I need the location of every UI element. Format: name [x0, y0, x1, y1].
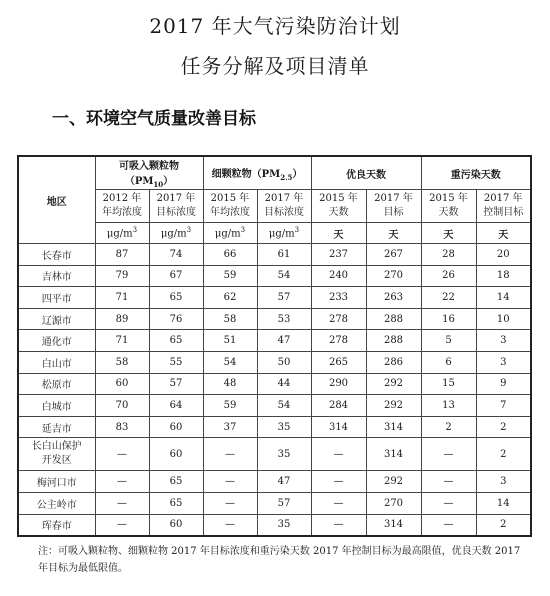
- value-cell: 13: [421, 395, 476, 417]
- column-subheader-line: 目标浓度: [156, 207, 196, 218]
- value-cell: 59: [203, 395, 257, 417]
- region-cell: 珲春市: [18, 514, 95, 536]
- column-subheader-line: 2015 年: [319, 193, 358, 204]
- air-quality-target-table: [17, 155, 532, 537]
- value-cell: 44: [257, 373, 311, 395]
- value-cell: 263: [366, 287, 421, 309]
- column-subheader-line: 2017 年: [483, 193, 523, 204]
- region-cell: 长春市: [18, 244, 95, 266]
- value-cell: 74: [149, 244, 203, 266]
- value-cell: 7: [476, 395, 531, 417]
- value-cell: 54: [203, 351, 257, 373]
- concentration-unit: [95, 223, 149, 244]
- value-cell: 37: [203, 416, 257, 438]
- region-cell: 白城市: [18, 395, 95, 417]
- value-cell: 65: [149, 330, 203, 352]
- value-cell: 314: [311, 416, 366, 438]
- value-cell: 54: [257, 265, 311, 287]
- value-cell: 288: [366, 330, 421, 352]
- column-subheader-line: 2017 年: [264, 193, 304, 204]
- concentration-unit: [149, 223, 203, 244]
- value-cell: 28: [421, 244, 476, 266]
- value-cell: 14: [476, 492, 531, 514]
- column-subheader-line: 2017 年: [156, 193, 196, 204]
- value-cell: 59: [203, 265, 257, 287]
- column-subheader-line: 年均浓度: [102, 207, 142, 218]
- value-cell: —: [203, 492, 257, 514]
- value-cell: 57: [257, 492, 311, 514]
- value-cell: 26: [421, 265, 476, 287]
- value-cell: 292: [366, 395, 421, 417]
- table-row: [18, 330, 531, 352]
- value-cell: 265: [311, 351, 366, 373]
- table-row: [18, 287, 531, 309]
- days-unit: 天: [421, 223, 476, 244]
- value-cell: 15: [421, 373, 476, 395]
- value-cell: 5: [421, 330, 476, 352]
- value-cell: 62: [203, 287, 257, 309]
- table-row: [18, 351, 531, 373]
- value-cell: 35: [257, 514, 311, 536]
- value-cell: 278: [311, 330, 366, 352]
- value-cell: 3: [476, 351, 531, 373]
- region-cell: 长白山保护 开发区: [18, 438, 95, 471]
- region-cell: 公主岭市: [18, 492, 95, 514]
- column-subheader-line: 年均浓度: [210, 207, 250, 218]
- table-row: [18, 438, 531, 471]
- column-subheader-line: 2015 年: [429, 193, 468, 204]
- heavy-pollution-days-group-header: 重污染天数: [421, 156, 531, 190]
- value-cell: 3: [476, 330, 531, 352]
- value-cell: —: [311, 492, 366, 514]
- section-heading: 一、环境空气质量改善目标: [52, 109, 256, 129]
- value-cell: —: [95, 492, 149, 514]
- value-cell: —: [203, 438, 257, 471]
- footnote: 注：可吸入颗粒物、细颗粒物 2017 年目标浓度和重污染天数 2017 年控制目标为最高限值，优良天数 2017 年目标为最低限值。: [38, 546, 521, 574]
- document-title-line2: 任务分解及项目清单: [180, 54, 370, 78]
- pm25-group-header: [203, 156, 311, 190]
- value-cell: —: [311, 438, 366, 471]
- column-subheader: [366, 190, 421, 223]
- region-cell: 通化市: [18, 330, 95, 352]
- value-cell: —: [421, 514, 476, 536]
- value-cell: 71: [95, 330, 149, 352]
- region-column-header: 地区: [18, 156, 95, 244]
- column-subheader: [95, 190, 149, 223]
- table-row: [18, 471, 531, 493]
- value-cell: 58: [203, 308, 257, 330]
- value-cell: 87: [95, 244, 149, 266]
- table-row: [18, 492, 531, 514]
- concentration-unit: [203, 223, 257, 244]
- value-cell: 20: [476, 244, 531, 266]
- value-cell: 314: [366, 438, 421, 471]
- column-subheader: [311, 190, 366, 223]
- value-cell: 6: [421, 351, 476, 373]
- value-cell: 286: [366, 351, 421, 373]
- value-cell: 67: [149, 265, 203, 287]
- value-cell: 48: [203, 373, 257, 395]
- value-cell: 47: [257, 471, 311, 493]
- value-cell: 61: [257, 244, 311, 266]
- column-subheader-line: 2015 年: [210, 193, 250, 204]
- days-unit: 天: [476, 223, 531, 244]
- value-cell: 76: [149, 308, 203, 330]
- column-subheader-line: 天数: [328, 207, 349, 218]
- value-cell: —: [421, 492, 476, 514]
- pm10-header-subscript: 10: [153, 180, 164, 189]
- value-cell: 89: [95, 308, 149, 330]
- value-cell: 292: [366, 471, 421, 493]
- value-cell: 60: [149, 416, 203, 438]
- document-title-line1: 2017 年大气污染防治计划: [149, 14, 401, 38]
- value-cell: —: [311, 471, 366, 493]
- column-subheader-line: 控制目标: [483, 207, 524, 218]
- pm25-header-suffix: ）: [292, 168, 303, 180]
- value-cell: 58: [95, 351, 149, 373]
- value-cell: 292: [366, 373, 421, 395]
- unit-base: μg/m: [214, 228, 241, 240]
- column-subheader: [421, 190, 476, 223]
- value-cell: 66: [203, 244, 257, 266]
- value-cell: 79: [95, 265, 149, 287]
- value-cell: 2: [421, 416, 476, 438]
- unit-superscript: 3: [132, 226, 138, 235]
- value-cell: 50: [257, 351, 311, 373]
- value-cell: 55: [149, 351, 203, 373]
- value-cell: 65: [149, 287, 203, 309]
- value-cell: 2: [476, 514, 531, 536]
- value-cell: 57: [149, 373, 203, 395]
- value-cell: 270: [366, 492, 421, 514]
- pm10-header-prefix: 可吸入颗粒物（PM: [119, 161, 179, 187]
- value-cell: 83: [95, 416, 149, 438]
- value-cell: 2: [476, 416, 531, 438]
- value-cell: 3: [476, 471, 531, 493]
- table-row: [18, 514, 531, 536]
- region-cell: 延吉市: [18, 416, 95, 438]
- table-row: [18, 416, 531, 438]
- value-cell: 70: [95, 395, 149, 417]
- value-cell: 9: [476, 373, 531, 395]
- value-cell: 10: [476, 308, 531, 330]
- value-cell: —: [311, 514, 366, 536]
- value-cell: 270: [366, 265, 421, 287]
- value-cell: 314: [366, 514, 421, 536]
- value-cell: —: [421, 471, 476, 493]
- unit-base: μg/m: [106, 228, 133, 240]
- value-cell: 54: [257, 395, 311, 417]
- table-row: [18, 395, 531, 417]
- value-cell: 288: [366, 308, 421, 330]
- region-cell: 辽源市: [18, 308, 95, 330]
- table-row: [18, 373, 531, 395]
- value-cell: 284: [311, 395, 366, 417]
- value-cell: —: [95, 438, 149, 471]
- value-cell: 233: [311, 287, 366, 309]
- column-subheader: [257, 190, 311, 223]
- table-row: [18, 265, 531, 287]
- column-subheader-line: 目标浓度: [264, 207, 304, 218]
- unit-superscript: 3: [240, 226, 246, 235]
- value-cell: 35: [257, 416, 311, 438]
- value-cell: 60: [149, 514, 203, 536]
- value-cell: 267: [366, 244, 421, 266]
- column-subheader-line: 2017 年: [374, 193, 413, 204]
- region-cell: 白山市: [18, 351, 95, 373]
- pm25-header-prefix: 细颗粒物（PM: [211, 168, 281, 180]
- value-cell: —: [203, 514, 257, 536]
- value-cell: 16: [421, 308, 476, 330]
- pm25-header-subscript: 2.5: [280, 172, 293, 182]
- concentration-unit: [257, 223, 311, 244]
- region-cell: 松原市: [18, 373, 95, 395]
- column-subheader-line: 天数: [438, 207, 459, 218]
- value-cell: 60: [95, 373, 149, 395]
- pm10-group-header: [95, 156, 203, 190]
- unit-superscript: 3: [186, 226, 192, 235]
- good-days-group-header: 优良天数: [311, 156, 421, 190]
- value-cell: 18: [476, 265, 531, 287]
- value-cell: 65: [149, 471, 203, 493]
- column-subheader-line: 目标: [383, 207, 404, 218]
- value-cell: 278: [311, 308, 366, 330]
- value-cell: 47: [257, 330, 311, 352]
- value-cell: 22: [421, 287, 476, 309]
- value-cell: 35: [257, 438, 311, 471]
- value-cell: 53: [257, 308, 311, 330]
- unit-base: μg/m: [160, 228, 187, 240]
- column-subheader: [149, 190, 203, 223]
- value-cell: 60: [149, 438, 203, 471]
- value-cell: 64: [149, 395, 203, 417]
- unit-base: μg/m: [268, 228, 295, 240]
- value-cell: 14: [476, 287, 531, 309]
- value-cell: 237: [311, 244, 366, 266]
- value-cell: 57: [257, 287, 311, 309]
- table-row: [18, 244, 531, 266]
- region-cell: 吉林市: [18, 265, 95, 287]
- region-cell: 四平市: [18, 287, 95, 309]
- pm10-header-suffix: ）: [163, 176, 174, 187]
- value-cell: 240: [311, 265, 366, 287]
- value-cell: 290: [311, 373, 366, 395]
- value-cell: 51: [203, 330, 257, 352]
- value-cell: —: [95, 514, 149, 536]
- days-unit: 天: [366, 223, 421, 244]
- column-subheader: [203, 190, 257, 223]
- value-cell: —: [95, 471, 149, 493]
- table-row: [18, 308, 531, 330]
- value-cell: 71: [95, 287, 149, 309]
- unit-superscript: 3: [294, 226, 300, 235]
- region-cell: 梅河口市: [18, 471, 95, 493]
- value-cell: —: [203, 471, 257, 493]
- value-cell: 314: [366, 416, 421, 438]
- column-subheader: [476, 190, 531, 223]
- value-cell: —: [421, 438, 476, 471]
- days-unit: 天: [311, 223, 366, 244]
- value-cell: 2: [476, 438, 531, 471]
- value-cell: 65: [149, 492, 203, 514]
- column-subheader-line: 2012 年: [102, 193, 142, 204]
